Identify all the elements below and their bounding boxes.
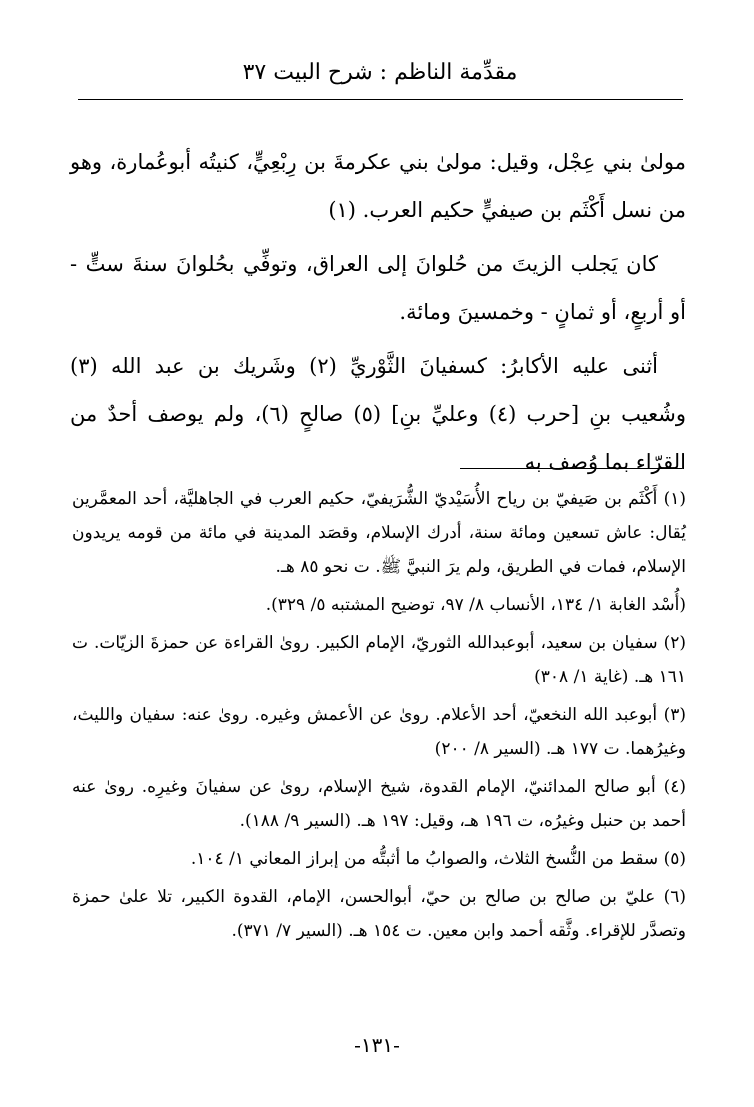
body-paragraph: أثنى عليه الأكابرُ: كسفيانَ الثَّوْريِّ (٢) وشَريك بن عبد الله (٣) وشُعيب بنِ [حرب (٤) وعليِّ بنِ] (٥) صالحٍ (٦)، ولم يوصف أحدٌ من القرّاء بما وُصف به xyxy=(70,354,687,474)
body-paragraph: كان يَجلب الزيتَ من حُلوانَ إلى العراق، وتوفِّي بحُلوانَ سنةَ ستٍّ - أو أربعٍ، أو ثمانٍ - وخمسينَ ومائة. xyxy=(70,252,686,324)
footnote-1-sources: (أُسْد الغابة ١/ ١٣٤، الأنساب ٨/ ٩٧، توضيح المشتبه ٥/ ٣٢٩). xyxy=(265,595,686,615)
footnote-1: (١) أَكْثَم بن صَيفيّ بن رياح الأُسَيْديّ الشُّرَيفيّ، حكيم العرب في الجاهليَّة، أحد المعمَّرين يُقال: عاش تسعين ومائة سنة، أدرك الإسلام، وقصَد المدينة في مائة من قومه يريدون الإسلام، فمات في الطريق، ولم يرَ النبيَّ ﷺ. ت نحو ٨٥ هـ. xyxy=(72,489,686,577)
footnote-2: (٢) سفيان بن سعيد، أبوعبدالله الثوريّ، الإمام الكبير. روىٰ القراءة عن حمزةَ الزيّات. ت ١٦١ هـ. (غاية ١/ ٣٠٨) xyxy=(72,633,686,687)
footnote-4: (٤) أبو صالح المدائنيّ، الإمام القدوة، شيخ الإسلام، روىٰ عن سفيانَ وغيرِه. روىٰ عنه أحمد بن حنبل وغيرُه، ت ١٩٦ هـ، وقيل: ١٩٧ هـ. (السير ٩/ ١٨٨). xyxy=(72,777,686,831)
footnote-divider xyxy=(460,468,682,469)
page-header-title: مقدِّمة الناظم : شرح البيت ٣٧ xyxy=(242,60,518,85)
footnote-5: (٥) سقط من النُّسخ الثلاث، والصوابُ ما أثبتُّه من إبراز المعاني ١/ ١٠٤. xyxy=(190,849,686,869)
main-body-text xyxy=(70,138,686,492)
page-number: -١٣١- xyxy=(354,1033,400,1057)
header-divider xyxy=(78,99,683,100)
footnote-6: (٦) عليّ بن صالح بن صالح بن حيّ، أبوالحسن، الإمام، القدوة الكبير، تلا علىٰ حمزة وتصدَّر للإقراء. وثَّقه أحمد وابن معين. ت ١٥٤ هـ. (السير ٧/ ٣٧١). xyxy=(72,887,686,941)
body-paragraph: مولىٰ بني عِجْل، وقيل: مولىٰ بني عكرمةَ بن رِبْعِيٍّ، كنيتُه أبوعُمارة، وهو من نسل أَكْثَم بن صيفيٍّ حكيم العرب. (١) xyxy=(70,150,687,222)
footnotes-section xyxy=(72,482,686,952)
footnote-3: (٣) أبوعبد الله النخعيّ، أحد الأعلام. روىٰ عن الأعمش وغيره. روىٰ عنه: سفيان والليث، وغيرُهما. ت ١٧٧ هـ. (السير ٨/ ٢٠٠) xyxy=(72,705,686,759)
